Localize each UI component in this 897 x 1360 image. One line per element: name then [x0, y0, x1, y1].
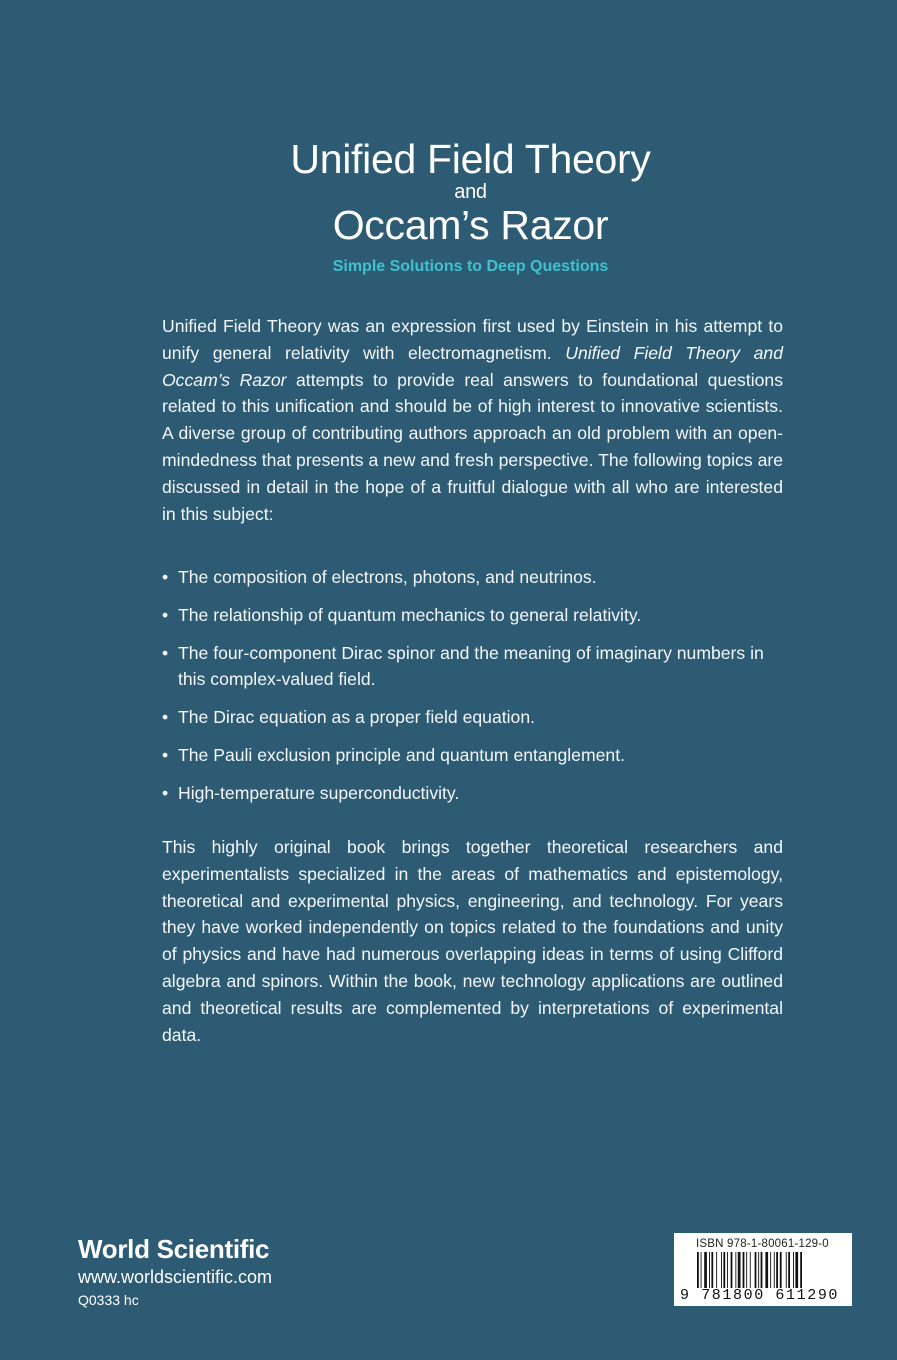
intro-text-1: Unified Field Theory was an expression first used by Einstein in his attempt to unify general relativity with electromagnetism.	[162, 316, 783, 363]
bullet-icon: •	[162, 567, 169, 587]
ean-digits: 9 781800 611290	[680, 1287, 840, 1304]
barcode-bars-icon	[697, 1252, 831, 1288]
intro-book-title: Unified Field Theory and Occam’s Razor	[162, 342, 783, 390]
publisher-name: World Scientific	[78, 1234, 270, 1264]
isbn-label: ISBN 978-1-80061-129-0	[696, 1238, 829, 1250]
topic-text: The Dirac equation as a proper field equation.	[178, 707, 535, 728]
bullet-icon: •	[162, 642, 169, 663]
list-item	[162, 780, 787, 807]
closing-paragraph: This highly original book brings together theoretical researchers and experimentalists specialized in the areas of mathematics and epistemology, theoretical and experimental physics, engineering, and technology. For years they have worked independently on topics related to the foundations and unity of physics and have had numerous overlapping ideas in terms of using Clifford algebra and spinors. Within the book, new technology applications are outlined and theoretical results are complemented by interpretations of experimental data.	[162, 837, 783, 1045]
list-item	[162, 564, 787, 591]
list-item	[162, 742, 787, 769]
bullet-icon: •	[162, 707, 169, 728]
publisher-url: www.worldscientific.com	[78, 1267, 273, 1287]
bullet-icon: •	[162, 604, 169, 625]
topic-text: The Pauli exclusion principle and quantum entanglement.	[178, 744, 625, 765]
list-item	[162, 602, 787, 629]
topic-text: The four-component Dirac spinor and the meaning of imaginary numbers in this complex-valued field.	[178, 642, 764, 690]
title-line-1: Unified Field Theory	[290, 136, 651, 182]
bullet-icon: •	[162, 782, 169, 803]
barcode	[674, 1233, 852, 1306]
bullet-icon: •	[162, 744, 169, 765]
list-item	[162, 640, 787, 694]
product-code: Q0333 hc	[78, 1292, 139, 1308]
topic-text: The relationship of quantum mechanics to general relativity.	[178, 604, 642, 625]
title-conjunction: and	[454, 181, 487, 203]
topic-text: The composition of electrons, photons, and neutrinos.	[178, 567, 597, 587]
topic-list	[162, 564, 787, 818]
topic-text: High-temperature superconductivity.	[178, 782, 460, 803]
intro-paragraph	[162, 313, 783, 527]
intro-text-2: attempts to provide real answers to foundational questions related to this unification and should be of high interest to innovative scientists. A diverse group of contributing authors approach an old problem with an open-mindedness that presents a new and fresh perspective. The following topics are discussed in detail in the hope of a fruitful dialogue with all who are interested in this subject:	[162, 369, 783, 524]
title-line-2: Occam’s Razor	[332, 202, 609, 248]
list-item	[162, 704, 787, 731]
subtitle: Simple Solutions to Deep Questions	[332, 258, 609, 275]
